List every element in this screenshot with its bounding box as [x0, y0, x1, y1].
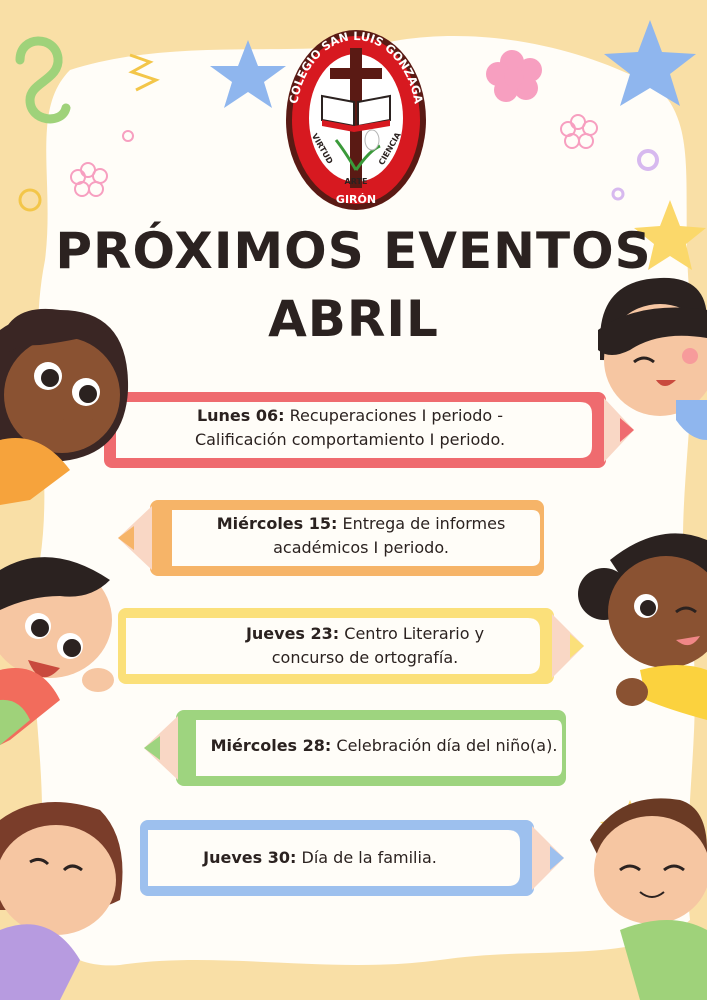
logo-word-right: CIENCIA — [376, 130, 403, 167]
event-day: Miércoles 28: — [210, 736, 332, 755]
event-desc-line1: Día de la familia. — [301, 848, 437, 867]
event-day: Jueves 30: — [203, 848, 297, 867]
logo-city: GIRÓN — [335, 193, 377, 206]
event-item — [176, 512, 546, 560]
event-item — [150, 846, 490, 870]
svg-text:COLEGIO SAN LUIS GONZAGA — [286, 29, 425, 105]
event-desc-line1: Recuperaciones I periodo - — [289, 406, 504, 425]
event-desc-line1: Entrega de informes — [342, 514, 506, 533]
event-desc-line2: académicos I periodo. — [273, 538, 449, 557]
event-desc-line1: Celebración día del niño(a). — [336, 736, 558, 755]
logo-word-left: VIRTUD — [309, 131, 335, 166]
event-day: Miércoles 15: — [216, 514, 338, 533]
logo-word-bottom: ARTE — [344, 177, 368, 186]
event-desc-line2: concurso de ortografía. — [271, 648, 459, 667]
event-item — [196, 734, 572, 758]
event-day: Jueves 23: — [245, 624, 340, 643]
event-item — [130, 404, 570, 452]
event-day: Lunes 06: — [196, 406, 285, 425]
poster-title: PRÓXIMOS EVENTOS — [55, 222, 652, 280]
poster-subtitle-month: ABRIL — [268, 290, 439, 348]
event-desc-line1: Centro Literario y — [344, 624, 485, 643]
event-desc-line2: Calificación comportamiento I periodo. — [194, 430, 506, 449]
event-item — [160, 622, 570, 670]
logo-ring-text: COLEGIO SAN LUIS GONZAGA — [286, 28, 426, 105]
